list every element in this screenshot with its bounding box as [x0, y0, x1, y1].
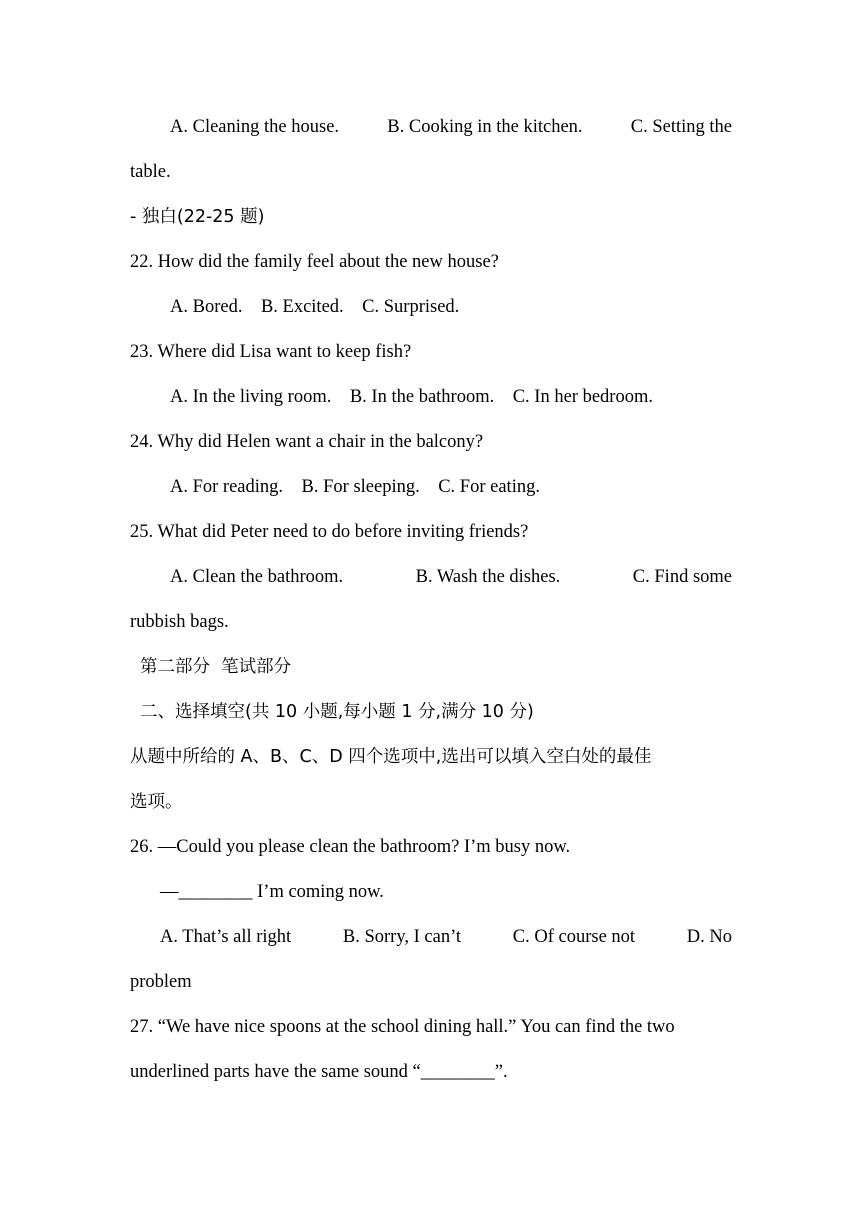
q22-options: A. Bored. B. Excited. C. Surprised. — [170, 297, 460, 317]
section2-instructions-line2: 选项。 — [130, 792, 183, 812]
q25-option-b: B. Wash the dishes. — [415, 567, 561, 587]
q26-option-d-continued: problem — [130, 972, 192, 992]
q26-option-b: B. Sorry, I can’t — [342, 927, 462, 947]
q24-stem: 24. Why did Helen want a chair in the balcony? — [130, 432, 484, 452]
section2-instructions-line1: 从题中所给的 A、B、C、D 四个选项中,选出可以填入空白处的最佳 — [130, 747, 652, 767]
q26-options — [160, 925, 732, 949]
section2-title: 二、选择填空(共 10 小题,每小题 1 分,满分 10 分) — [140, 702, 534, 722]
q26-option-d: D. No — [686, 927, 732, 947]
part2-title: 第二部分 笔试部分 — [140, 657, 292, 677]
q25-option-c-continued: rubbish bags. — [130, 612, 229, 632]
q27-stem-line1: 27. “We have nice spoons at the school dining hall.” You can find the two — [130, 1017, 675, 1037]
monologue-header-text: - 独白(22-25 题) — [130, 207, 265, 227]
q21-option-a: A. Cleaning the house. — [170, 117, 340, 137]
q21-options — [170, 115, 732, 139]
q26-option-a: A. That’s all right — [160, 927, 292, 947]
q26-reply: —________ I’m coming now. — [160, 882, 384, 902]
q22-stem: 22. How did the family feel about the new house? — [130, 252, 499, 272]
q25-option-c: C. Find some — [632, 567, 732, 587]
q21-option-c: C. Setting the — [630, 117, 732, 137]
q23-options: A. In the living room. B. In the bathroom. C. In her bedroom. — [170, 387, 653, 407]
monologue-header — [130, 205, 732, 229]
q26-option-c: C. Of course not — [512, 927, 636, 947]
q25-options — [170, 565, 732, 589]
q21-option-b: B. Cooking in the kitchen. — [387, 117, 583, 137]
q24-options: A. For reading. B. For sleeping. C. For eating. — [170, 477, 540, 497]
q27-stem-line2: underlined parts have the same sound “________”. — [130, 1062, 508, 1082]
q25-option-a: A. Clean the bathroom. — [170, 567, 344, 587]
q26-stem: 26. —Could you please clean the bathroom? I’m busy now. — [130, 837, 571, 857]
q25-stem: 25. What did Peter need to do before inviting friends? — [130, 522, 529, 542]
q23-stem: 23. Where did Lisa want to keep fish? — [130, 342, 412, 362]
q21-option-c-continued: table. — [130, 162, 171, 182]
